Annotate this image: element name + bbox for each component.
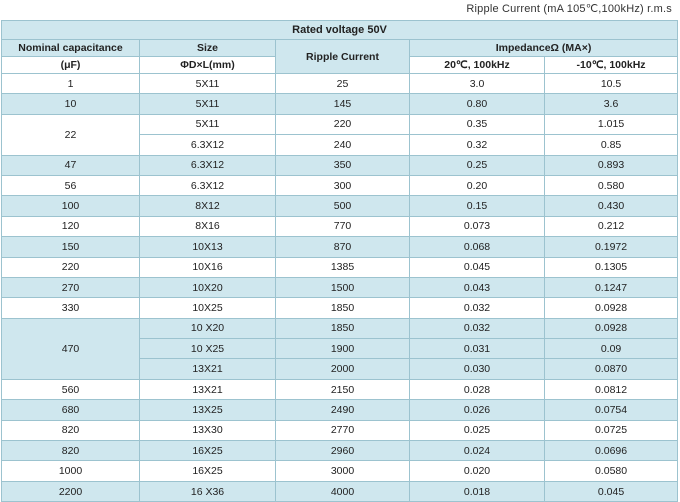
cell-z20: 0.068	[410, 237, 545, 257]
cell-zm10: 0.0812	[545, 379, 678, 399]
cell-z20: 0.032	[410, 318, 545, 338]
cell-zm10: 0.0696	[545, 441, 678, 461]
cell-size: 13X25	[140, 400, 276, 420]
cell-size: 10X16	[140, 257, 276, 277]
cell-z20: 0.043	[410, 277, 545, 297]
cell-ripple: 220	[276, 114, 410, 134]
cell-zm10: 0.0580	[545, 461, 678, 481]
cell-ripple: 1385	[276, 257, 410, 277]
header-impedance-20c: 20℃, 100kHz	[410, 57, 545, 74]
cell-ripple: 1850	[276, 298, 410, 318]
cell-ripple: 145	[276, 94, 410, 114]
cell-z20: 0.35	[410, 114, 545, 134]
cell-size: 16X25	[140, 441, 276, 461]
cell-z20: 0.024	[410, 441, 545, 461]
cell-capacitance: 220	[2, 257, 140, 277]
ripple-current-note: Ripple Current (mA 105℃,100kHz) r.m.s	[466, 3, 672, 15]
table-row	[2, 277, 678, 297]
cell-z20: 0.80	[410, 94, 545, 114]
cell-zm10: 0.09	[545, 339, 678, 359]
cell-ripple: 2000	[276, 359, 410, 379]
cell-z20: 3.0	[410, 74, 545, 94]
cell-z20: 0.045	[410, 257, 545, 277]
table-row	[2, 196, 678, 216]
cell-ripple: 300	[276, 175, 410, 195]
cell-size: 6.3X12	[140, 135, 276, 155]
table-row	[2, 379, 678, 399]
cell-z20: 0.15	[410, 196, 545, 216]
cell-z20: 0.031	[410, 339, 545, 359]
cell-capacitance: 560	[2, 379, 140, 399]
cell-size: 16 X36	[140, 481, 276, 501]
cell-zm10: 0.1972	[545, 237, 678, 257]
cell-z20: 0.020	[410, 461, 545, 481]
cell-capacitance: 1	[2, 74, 140, 94]
cell-zm10: 0.0928	[545, 298, 678, 318]
table-row	[2, 481, 678, 501]
table-row	[2, 216, 678, 236]
table-row	[2, 74, 678, 94]
header-ripple-current: Ripple Current	[276, 40, 410, 74]
cell-z20: 0.018	[410, 481, 545, 501]
cell-capacitance: 680	[2, 400, 140, 420]
cell-capacitance: 47	[2, 155, 140, 175]
cell-capacitance: 470	[2, 318, 140, 379]
cell-z20: 0.32	[410, 135, 545, 155]
cell-capacitance: 270	[2, 277, 140, 297]
header-impedance: ImpedanceΩ (MA×)	[410, 40, 678, 57]
table-row	[2, 155, 678, 175]
cell-size: 5X11	[140, 74, 276, 94]
cell-ripple: 770	[276, 216, 410, 236]
cell-size: 8X12	[140, 196, 276, 216]
table-row	[2, 441, 678, 461]
cell-z20: 0.20	[410, 175, 545, 195]
cell-capacitance: 330	[2, 298, 140, 318]
table-row	[2, 298, 678, 318]
cell-size: 6.3X12	[140, 175, 276, 195]
cell-zm10: 1.015	[545, 114, 678, 134]
table-row	[2, 400, 678, 420]
cell-z20: 0.028	[410, 379, 545, 399]
table-row	[2, 94, 678, 114]
cell-size: 13X21	[140, 379, 276, 399]
header-size: Size	[140, 40, 276, 57]
cell-capacitance: 56	[2, 175, 140, 195]
cell-capacitance: 120	[2, 216, 140, 236]
cell-ripple: 3000	[276, 461, 410, 481]
cell-ripple: 4000	[276, 481, 410, 501]
cell-size: 5X11	[140, 114, 276, 134]
cell-zm10: 0.85	[545, 135, 678, 155]
cell-zm10: 0.0870	[545, 359, 678, 379]
cell-ripple: 2960	[276, 441, 410, 461]
cell-zm10: 3.6	[545, 94, 678, 114]
header-capacitance: Nominal capacitance	[2, 40, 140, 57]
cell-zm10: 0.893	[545, 155, 678, 175]
capacitor-spec-table	[1, 20, 678, 502]
cell-ripple: 1900	[276, 339, 410, 359]
cell-capacitance: 2200	[2, 481, 140, 501]
cell-capacitance: 100	[2, 196, 140, 216]
cell-ripple: 1850	[276, 318, 410, 338]
table-row	[2, 318, 678, 338]
cell-ripple: 2770	[276, 420, 410, 440]
cell-size: 10X13	[140, 237, 276, 257]
cell-zm10: 0.1305	[545, 257, 678, 277]
cell-size: 13X21	[140, 359, 276, 379]
cell-size: 10 X20	[140, 318, 276, 338]
cell-size: 6.3X12	[140, 155, 276, 175]
cell-ripple: 2490	[276, 400, 410, 420]
table-row	[2, 175, 678, 195]
cell-z20: 0.030	[410, 359, 545, 379]
cell-capacitance: 10	[2, 94, 140, 114]
cell-ripple: 500	[276, 196, 410, 216]
header-capacitance-unit: (μF)	[2, 57, 140, 74]
cell-ripple: 240	[276, 135, 410, 155]
cell-ripple: 1500	[276, 277, 410, 297]
cell-zm10: 0.212	[545, 216, 678, 236]
cell-z20: 0.25	[410, 155, 545, 175]
cell-capacitance: 1000	[2, 461, 140, 481]
cell-capacitance: 820	[2, 420, 140, 440]
cell-zm10: 0.0928	[545, 318, 678, 338]
table-row	[2, 237, 678, 257]
cell-size: 10X25	[140, 298, 276, 318]
header-size-unit: ΦD×L(mm)	[140, 57, 276, 74]
cell-z20: 0.073	[410, 216, 545, 236]
cell-size: 13X30	[140, 420, 276, 440]
cell-z20: 0.025	[410, 420, 545, 440]
cell-zm10: 0.1247	[545, 277, 678, 297]
cell-ripple: 2150	[276, 379, 410, 399]
cell-zm10: 0.0725	[545, 420, 678, 440]
cell-ripple: 350	[276, 155, 410, 175]
cell-capacitance: 22	[2, 114, 140, 155]
cell-zm10: 0.0754	[545, 400, 678, 420]
table-row	[2, 420, 678, 440]
cell-size: 16X25	[140, 461, 276, 481]
header-impedance-minus10c: -10℃, 100kHz	[545, 57, 678, 74]
table-title: Rated voltage 50V	[2, 21, 678, 40]
cell-size: 10 X25	[140, 339, 276, 359]
cell-zm10: 0.580	[545, 175, 678, 195]
cell-size: 10X20	[140, 277, 276, 297]
table-row	[2, 461, 678, 481]
cell-z20: 0.026	[410, 400, 545, 420]
cell-ripple: 25	[276, 74, 410, 94]
cell-zm10: 0.430	[545, 196, 678, 216]
table-row	[2, 114, 678, 134]
cell-z20: 0.032	[410, 298, 545, 318]
cell-zm10: 0.045	[545, 481, 678, 501]
cell-ripple: 870	[276, 237, 410, 257]
cell-capacitance: 820	[2, 441, 140, 461]
cell-zm10: 10.5	[545, 74, 678, 94]
table-row	[2, 257, 678, 277]
cell-capacitance: 150	[2, 237, 140, 257]
cell-size: 8X16	[140, 216, 276, 236]
cell-size: 5X11	[140, 94, 276, 114]
